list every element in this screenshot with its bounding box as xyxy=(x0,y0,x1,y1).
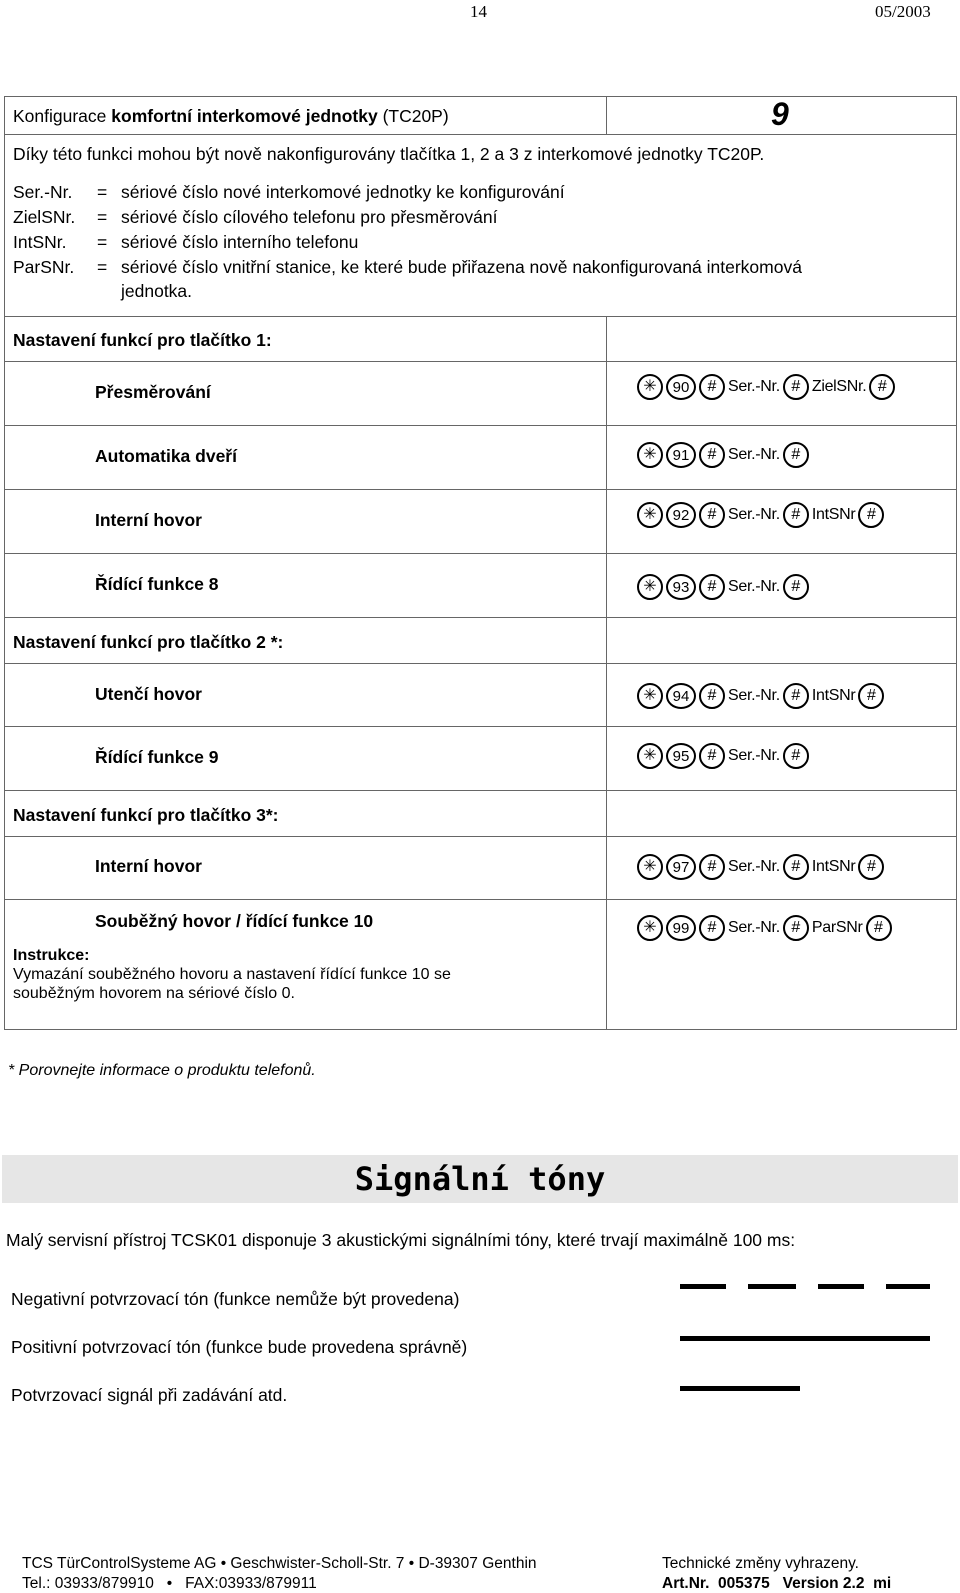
footnote: * Porovnejte informace o produktu telefonů. xyxy=(8,1062,316,1079)
def-desc: sériové číslo vnitřní stanice, ke které bude přiřazena nově nakonfigurovaná interkomová xyxy=(121,257,802,277)
section-number: 9 xyxy=(771,96,789,132)
tones-title: Signální tóny xyxy=(354,1160,606,1198)
code-number: 93 xyxy=(666,574,696,600)
function-label: Souběžný hovor / řídící funkce 10 xyxy=(95,911,374,931)
key-sequence xyxy=(607,426,957,490)
sequence-part: IntSNr xyxy=(811,687,856,704)
concurrent-call-cell xyxy=(5,900,607,1030)
star-key-icon: ✳ xyxy=(637,683,663,709)
function-label: Řídící funkce 9 xyxy=(5,727,607,791)
tone-pattern-negative-dash xyxy=(748,1284,796,1289)
def-term: ZielSNr. xyxy=(13,207,76,227)
sequence-part: Ser.-Nr. xyxy=(728,446,780,463)
hash-key-icon: # xyxy=(783,374,809,400)
sequence-part: Ser.-Nr. xyxy=(728,919,780,936)
key-sequence xyxy=(607,554,957,618)
key-sequence xyxy=(607,490,957,554)
function-label: Interní hovor xyxy=(5,837,607,900)
footer-article: Art.Nr. 005375 Version 2.2 mi xyxy=(662,1575,892,1592)
hash-key-icon: # xyxy=(866,915,892,941)
star-key-icon: ✳ xyxy=(637,854,663,880)
section-number-cell xyxy=(607,97,957,135)
function-label: Řídící funkce 8 xyxy=(5,554,607,618)
def-eq: = xyxy=(97,232,108,252)
hash-key-icon: # xyxy=(783,502,809,528)
function-label: Utenčí hovor xyxy=(5,664,607,727)
hash-key-icon: # xyxy=(699,442,725,468)
def-desc: sériové číslo nové interkomové jednotky ke konfigurování xyxy=(121,182,565,202)
def-term: IntSNr. xyxy=(13,232,67,252)
code-number: 97 xyxy=(666,854,696,880)
sequence-part: IntSNr xyxy=(811,858,856,875)
btn2-heading: Nastavení funkcí pro tlačítko 2 *: xyxy=(5,618,607,664)
hash-key-icon: # xyxy=(783,915,809,941)
sequence-part: Ser.-Nr. xyxy=(728,747,780,764)
hash-key-icon: # xyxy=(699,574,725,600)
code-number: 90 xyxy=(666,374,696,400)
instructions-text: Vymazání souběžného hovoru a nastavení řídící funkce 10 se xyxy=(13,966,451,983)
hash-key-icon: # xyxy=(699,743,725,769)
def-desc: sériové číslo interního telefonu xyxy=(121,232,359,252)
def-desc-cont: jednotka. xyxy=(121,281,193,301)
star-key-icon: ✳ xyxy=(637,374,663,400)
definitions-block xyxy=(5,135,957,317)
hash-key-icon: # xyxy=(699,374,725,400)
key-sequence xyxy=(607,900,957,1030)
sequence-part: Ser.-Nr. xyxy=(728,578,780,595)
hash-key-icon: # xyxy=(869,374,895,400)
def-eq: = xyxy=(97,182,108,202)
function-label: Interní hovor xyxy=(5,490,607,554)
hash-key-icon: # xyxy=(699,854,725,880)
tone-pattern-negative-dash xyxy=(680,1284,726,1289)
tone-pattern-negative-dash xyxy=(886,1284,930,1289)
def-eq: = xyxy=(97,207,108,227)
star-key-icon: ✳ xyxy=(637,574,663,600)
footer-notice: Technické změny vyhrazeny. xyxy=(662,1555,859,1572)
star-key-icon: ✳ xyxy=(637,502,663,528)
function-label: Přesměrování xyxy=(5,362,607,426)
code-number: 95 xyxy=(666,743,696,769)
footer-company: TCS TürControlSysteme AG • Geschwister-Scholl-Str. 7 • D-39307 Genthin xyxy=(22,1555,537,1572)
def-term: ParSNr. xyxy=(13,257,75,277)
footer-contact: Tel.: 03933/879910 • FAX:03933/879911 xyxy=(22,1575,317,1592)
sequence-part: Ser.-Nr. xyxy=(728,506,780,523)
sequence-part: ParSNr xyxy=(811,919,863,936)
star-key-icon: ✳ xyxy=(637,442,663,468)
hash-key-icon: # xyxy=(699,502,725,528)
code-number: 99 xyxy=(666,915,696,941)
sequence-part: Ser.-Nr. xyxy=(728,378,780,395)
hash-key-icon: # xyxy=(783,442,809,468)
key-sequence xyxy=(607,664,957,727)
key-sequence xyxy=(607,837,957,900)
star-key-icon: ✳ xyxy=(637,743,663,769)
code-number: 92 xyxy=(666,502,696,528)
def-eq: = xyxy=(97,257,108,277)
hash-key-icon: # xyxy=(699,915,725,941)
tone-label-confirm: Potvrzovací signál při zadávání atd. xyxy=(11,1385,288,1405)
tone-pattern-confirm xyxy=(680,1386,800,1391)
tone-pattern-positive xyxy=(680,1336,930,1341)
btn3-heading: Nastavení funkcí pro tlačítko 3*: xyxy=(5,791,607,837)
intro-text: Díky této funkci mohou být nově nakonfigurovány tlačítka 1, 2 a 3 z interkomové jednotky TC20P. xyxy=(13,144,765,164)
hash-key-icon: # xyxy=(858,502,884,528)
tone-pattern-negative-dash xyxy=(818,1284,864,1289)
sequence-part: Ser.-Nr. xyxy=(728,858,780,875)
tone-label-negative: Negativní potvrzovací tón (funkce nemůže být provedena) xyxy=(11,1289,460,1309)
instructions-label: Instrukce: xyxy=(13,947,90,964)
code-number: 91 xyxy=(666,442,696,468)
key-sequence xyxy=(607,727,957,791)
tone-label-positive: Positivní potvrzovací tón (funkce bude provedena správně) xyxy=(11,1337,468,1357)
hash-key-icon: # xyxy=(699,683,725,709)
sequence-part: IntSNr xyxy=(811,506,856,523)
config-table xyxy=(4,96,957,1030)
tones-banner xyxy=(2,1155,958,1203)
hash-key-icon: # xyxy=(783,743,809,769)
code-number: 94 xyxy=(666,683,696,709)
hash-key-icon: # xyxy=(783,854,809,880)
hash-key-icon: # xyxy=(858,683,884,709)
header-date: 05/2003 xyxy=(875,2,931,21)
def-term: Ser.-Nr. xyxy=(13,182,73,202)
key-sequence xyxy=(607,362,957,426)
hash-key-icon: # xyxy=(783,683,809,709)
hash-key-icon: # xyxy=(858,854,884,880)
tones-intro: Malý servisní přístroj TCSK01 disponuje 3 akustickými signálními tóny, které trvají maximálně 100 ms: xyxy=(6,1230,796,1250)
hash-key-icon: # xyxy=(783,574,809,600)
star-key-icon: ✳ xyxy=(637,915,663,941)
sequence-part: ZielSNr. xyxy=(811,378,867,395)
section-title: Konfigurace komfortní interkomové jednotky (TC20P) xyxy=(5,97,607,135)
function-label: Automatika dveří xyxy=(5,426,607,490)
instructions-text: souběžným hovorem na sériové číslo 0. xyxy=(13,985,295,1002)
def-desc: sériové číslo cílového telefonu pro přesměrování xyxy=(121,207,498,227)
btn1-heading: Nastavení funkcí pro tlačítko 1: xyxy=(5,317,607,362)
page-number: 14 xyxy=(470,2,487,21)
sequence-part: Ser.-Nr. xyxy=(728,687,780,704)
